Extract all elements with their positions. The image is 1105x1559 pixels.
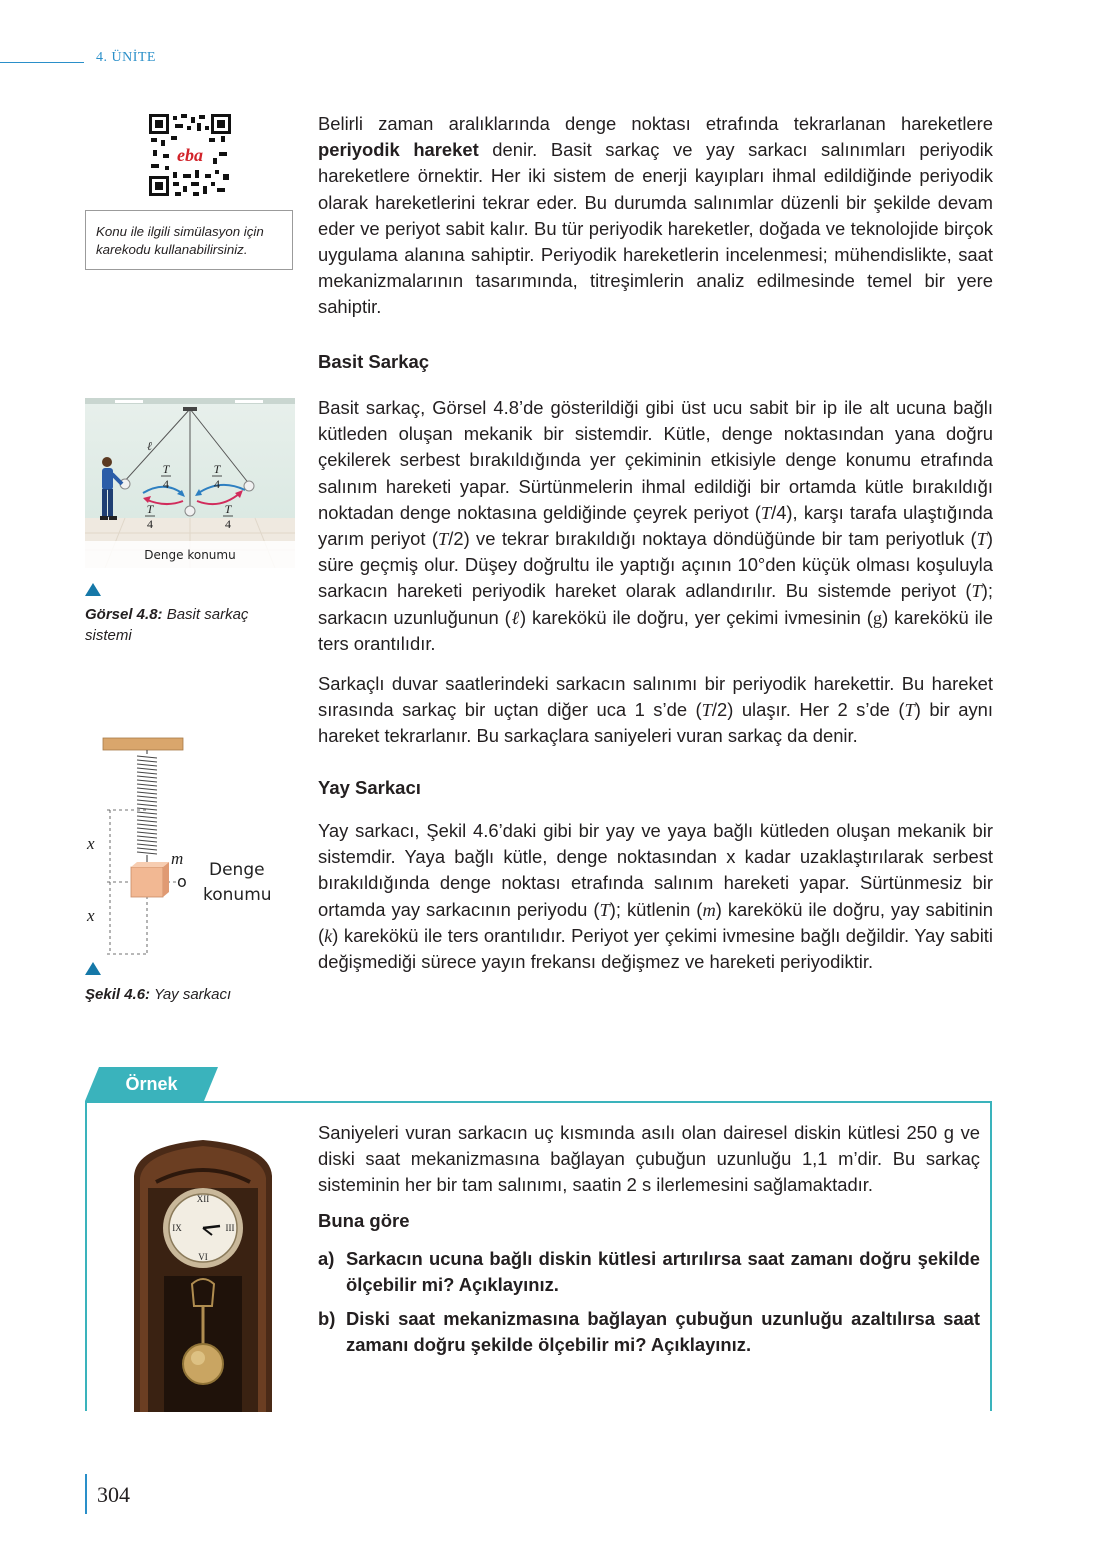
svg-text:x: x — [87, 906, 95, 925]
wall-clock-image — [126, 1136, 280, 1412]
svg-text:4: 4 — [147, 517, 153, 531]
svg-text:4: 4 — [225, 517, 231, 531]
svg-text:x: x — [87, 834, 95, 853]
question-b-label: b) — [318, 1308, 336, 1329]
question-b — [318, 1306, 980, 1358]
periyodik-hareket-term: periyodik hareket — [318, 139, 479, 161]
caption-gorsel-4-8: Görsel 4.8: Basit sarkaç sistemi — [85, 606, 249, 644]
unit-label: 4. ÜNİTE — [96, 50, 156, 65]
basit-sarkac-paragraph: Basit sarkaç, Görsel 4.8’de gösterildiği gibi üst ucu sabit bir ip ile alt ucuna bağlı kütleden oluşan mekanik bir sistemdir. Kütle, denge noktasından yana doğru çekilerek serbest bırakıldığında yer çekiminin etkisiyle denge konumu etrafında salınım hareketi yapar. Sürtünmelerin ihmal edildiği bir ortamda kütle bırakıldığı noktadan denge noktasına geldiğinde çeyrek periyot (T/4), karşı tarafa ulaştığında yarım periyot (T/2) ve tekrar bırakıldığı noktaya döndüğünde bir tam periyotluk (T) süre geçmiş olur. Düşey doğrultu ile yaptığı açının 10°den küçük olması koşuluyla sarkacın hareketi periyodik hareket olarak adlandırılır. Bu sistemde periyot (T); sarkacın uzunluğunun (ℓ) karekökü ile doğru, yer çekimi ivmesinin (g) karekökü ile ters orantılıdır. — [318, 397, 993, 654]
svg-text:4: 4 — [163, 477, 169, 491]
question-b-text: Diski saat mekanizmasına bağlayan çubuğun uzunluğu azaltılırsa saat zamanı doğru şekilde ölçebilir mi? Açıklayınız. — [346, 1308, 980, 1355]
pendulum-figure — [85, 398, 295, 568]
qr-note-line2: karekodu kullanabilirsiniz. — [96, 242, 248, 257]
ornek-label: Örnek — [125, 1074, 178, 1094]
svg-text:Denge: Denge — [209, 860, 265, 880]
intro-text-rest: denir. Basit sarkaç ve yay sarkacı salınımları periyodik hareketlere örnektir. Her iki sistem de enerji kayıpları ihmal edildiğinde periyodik olarak hareketlerini tekrar eder. Bu durumda salınımlar düzenli bir şekilde devam eder ve periyot sabit kalır. Bu tür periyodik hareketler, doğada ve teknolojide birçok uygulama alanına sahiptir. Periyodik hareketlerin incelenmesi; mühendislikte, saat mekanizmalarının tasarımında, titreşimlerin analiz edilmesinde temel bir yere sahiptir. — [318, 139, 993, 318]
svg-text:T: T — [162, 462, 170, 476]
svg-text:VI: VI — [198, 1252, 208, 1262]
ornek-text: Saniyeleri vuran sarkacın uç kısmında asılı olan dairesel diskin kütlesi 250 g ve diski saat mekanizmasına bağlayan çubuğun uzunluğu 1,1 m’dir. Bu sarkaç sisteminin her bir tam salınımı, saatin 2 s ilerlemesini sağlamaktadır. — [318, 1122, 980, 1196]
svg-text:m: m — [171, 849, 184, 868]
eba-logo: eba — [177, 145, 203, 165]
buna-gore: Buna göre — [318, 1210, 410, 1231]
svg-text:III: III — [225, 1223, 235, 1233]
question-a — [318, 1246, 980, 1298]
svg-text:4: 4 — [214, 477, 220, 491]
label-l: ℓ — [147, 439, 152, 453]
question-a-label: a) — [318, 1248, 335, 1269]
label-denge-konumu: Denge konumu — [144, 548, 236, 562]
header-rule — [0, 62, 84, 63]
caption-sekil-4-6: Şekil 4.6: Yay sarkacı — [85, 986, 232, 1003]
qr-code[interactable] — [149, 114, 231, 196]
spring-figure — [85, 730, 300, 962]
heading-basit-sarkac: Basit Sarkaç — [318, 351, 430, 372]
svg-text:XII: XII — [196, 1194, 210, 1204]
yay-sarkaci-paragraph: Yay sarkacı, Şekil 4.6’daki gibi bir yay ve yaya bağlı kütleden oluşan mekanik bir sistemdir. Yaya bağlı kütle, denge noktasından x kadar uzaklaştırılarak serbest bırakıldığında denge noktası etrafında salınım hareketi yapar. Sürtünmesiz bir ortamda yay sarkacının periyodu (T); kütlenin (m) karekökü ile doğru, yay sabitinin (k) karekökü ile ters orantılıdır. Periyot yer çekimi ivmesine bağlı değildir. Yay sabiti değişmediği sürece yayın frekansı değişmez ve hareketi periyodiktir. — [318, 820, 993, 973]
page-number-bar — [85, 1474, 87, 1514]
svg-text:T: T — [213, 462, 221, 476]
svg-text:konumu: konumu — [203, 885, 272, 905]
spring-coil — [137, 750, 157, 867]
saniye-sarkaci-paragraph: Sarkaçlı duvar saatlerindeki sarkacın salınımı bir periyodik harekettir. Bu hareket sırasında sarkaç bir uçtan diğer uca 1 s’de (T/2) ulaşır. Her 2 s’de (T) bir aynı hareket tekrarlanır. Bu sarkaçlara saniyeleri vuran sarkaç da denir. — [318, 673, 993, 747]
svg-text:T: T — [146, 502, 154, 516]
question-a-text: Sarkacın ucuna bağlı diskin kütlesi artırılırsa saat zamanı doğru şekilde ölçebilir mi? Açıklayınız. — [346, 1248, 980, 1295]
svg-text:o: o — [177, 872, 187, 891]
heading-yay-sarkaci: Yay Sarkacı — [318, 777, 421, 798]
qr-note — [85, 210, 293, 270]
intro-text-start: Belirli zaman aralıklarında denge noktası etrafında tekrarlanan hareketlere — [318, 113, 993, 134]
page-number: 304 — [97, 1482, 130, 1507]
caption-triangle-icon — [85, 583, 101, 596]
intro-paragraph — [318, 111, 993, 321]
svg-text:T: T — [224, 502, 232, 516]
qr-note-line1: Konu ile ilgili simülasyon için — [96, 224, 264, 239]
svg-text:IX: IX — [172, 1223, 182, 1233]
caption-triangle-icon — [85, 962, 101, 975]
